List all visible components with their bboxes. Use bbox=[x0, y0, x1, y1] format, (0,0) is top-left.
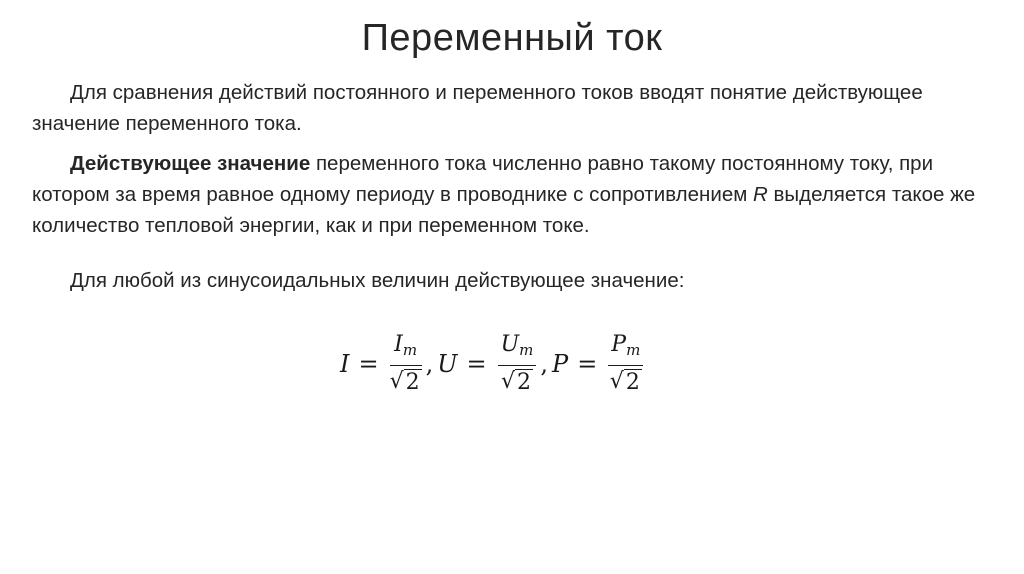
paragraph-sinusoidal: Для любой из синусоидальных величин действующее значение: bbox=[70, 269, 685, 292]
sqrt-icon: √ bbox=[609, 369, 624, 395]
rms-formula bbox=[340, 326, 645, 402]
numerator-subscript: m bbox=[402, 340, 418, 359]
numerator-base: U bbox=[500, 331, 520, 357]
radicand: 2 bbox=[405, 370, 420, 396]
formula-lhs-voltage: U bbox=[437, 350, 458, 378]
slide-title: Переменный ток bbox=[361, 17, 663, 59]
fraction-current bbox=[388, 330, 424, 399]
definition-term: Действующее значение bbox=[70, 152, 311, 175]
definition-text-end: выделяется такое же количество тепловой энергии, как и при переменном токе. bbox=[32, 183, 976, 237]
paragraph-comparison: Для сравнения действий постоянного и переменного токов вводят понятие действующее значение переменного тока. bbox=[32, 81, 923, 135]
separator-comma: , bbox=[540, 350, 549, 378]
formula-lhs-power: P bbox=[552, 350, 569, 378]
denominator-current bbox=[390, 366, 422, 398]
radicand: 2 bbox=[625, 370, 640, 396]
paragraph-definition bbox=[32, 148, 982, 241]
radicand: 2 bbox=[517, 370, 532, 396]
resistance-symbol: R bbox=[753, 183, 768, 206]
numerator-current bbox=[391, 330, 420, 365]
denominator-voltage bbox=[501, 366, 533, 398]
sqrt-icon: √ bbox=[500, 369, 516, 395]
formula-lhs-current: I bbox=[340, 350, 350, 378]
numerator-base: P bbox=[611, 331, 627, 357]
numerator-subscript: m bbox=[519, 340, 534, 359]
fraction-power bbox=[606, 330, 645, 399]
equals-sign: = bbox=[577, 350, 598, 378]
sqrt-icon: √ bbox=[389, 369, 404, 395]
equals-sign: = bbox=[358, 350, 379, 378]
numerator-voltage bbox=[498, 330, 537, 365]
numerator-power bbox=[608, 330, 643, 365]
equals-sign: = bbox=[466, 350, 487, 378]
numerator-subscript: m bbox=[626, 340, 641, 359]
definition-text: переменного тока численно равно такому постоянному току, при котором за время равное одному периоду в проводнике с сопротивлением bbox=[32, 152, 934, 206]
numerator-base: I bbox=[394, 331, 403, 357]
separator-comma: , bbox=[425, 350, 434, 378]
denominator-power bbox=[610, 366, 642, 398]
fraction-voltage bbox=[496, 330, 539, 399]
